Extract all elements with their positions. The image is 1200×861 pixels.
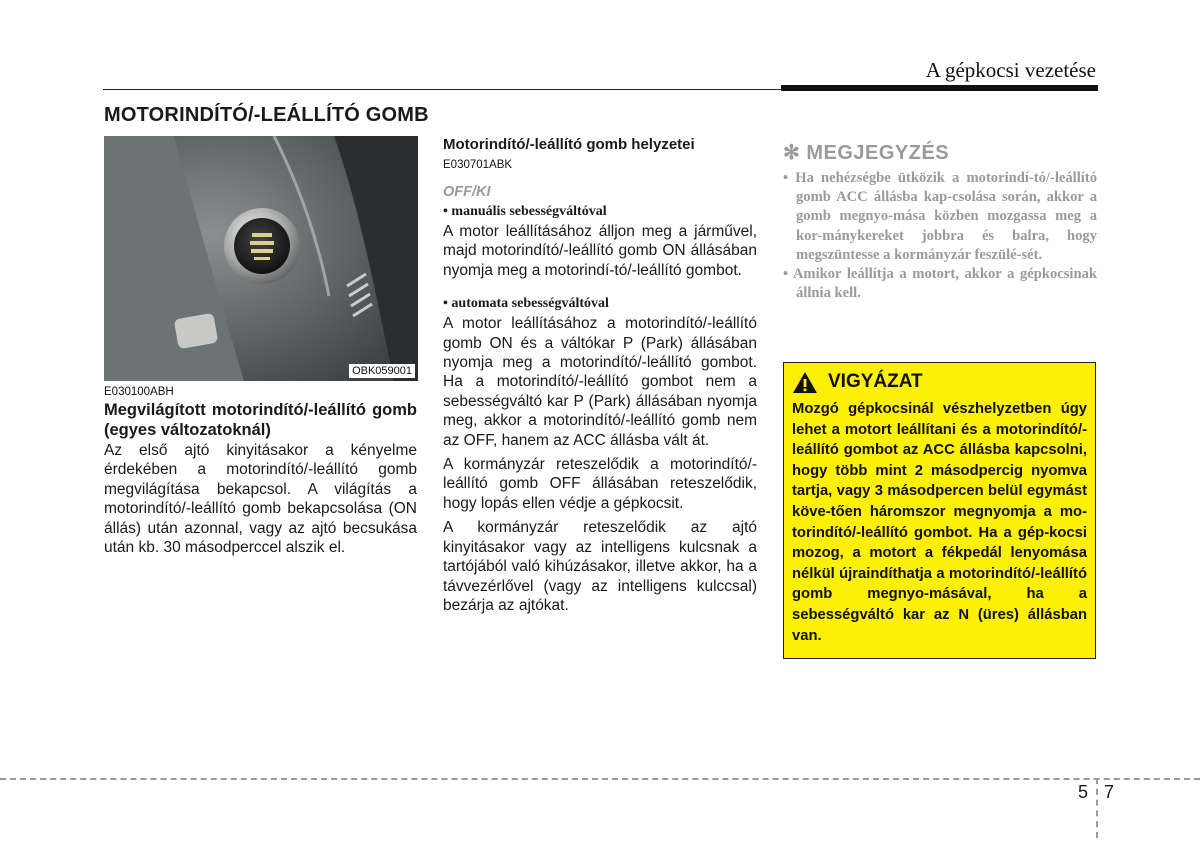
note-section [783, 140, 1097, 303]
illumination-text: Az első ajtó kinyitásakor a kényelme érdekében a motorindító/-leállító gomb megvilágítása bekapcsol. A világítás a motorindító/-leállító gomb bekapcsolása (ON állás) után azonnal, vagy az ajtó becsukása után kb. 30 másodperccel alszik el. [104, 442, 417, 557]
page-number: 7 [1104, 782, 1115, 802]
illumination-heading: Megvilágított motorindító/-leállító gomb (egyes változatoknál) [104, 401, 417, 439]
manual-text: A motor leállításához álljon meg a járművel, majd motorindító/-leállító gomb ON állásában nyomja meg a motorindí-tó/-leállító gombot. [443, 223, 757, 279]
auto-text: A motor leállításához a motorindító/-leállító gomb ON és a váltókar P (Park) állásában nyomja meg a motorindító/-leállító gombot. Ha a motorindító/-leállító gombot nem a sebességváltó kar P (Park) állásában nyomja meg, akkor a motorindító/-leállító gomb nem az OFF, hanem az ACC állásba vált át. [443, 315, 757, 449]
warning-header [792, 370, 1087, 394]
section-code: E030100ABH [104, 386, 174, 398]
positions-heading: Motorindító/-leállító gomb helyzetei [443, 136, 695, 153]
note-heading [783, 140, 1097, 165]
illumination-section [104, 386, 417, 557]
button-positions-section [443, 136, 757, 615]
start-button-photo [104, 136, 418, 381]
warning-title: VIGYÁZAT [828, 371, 923, 392]
manual-heading: • manuális sebességváltóval [443, 204, 607, 219]
chapter-number: 5 [1078, 782, 1089, 802]
header-bar [781, 85, 1098, 91]
note-item: • Amikor leállítja a motort, akkor a gépkocsinak állnia kell. [783, 266, 1097, 302]
photo-code: OBK059001 [349, 364, 415, 378]
footer-vertical-rule [1096, 778, 1098, 838]
auto-heading: • automata sebességváltóval [443, 296, 609, 312]
lock-text-1: A kormányzár reteszelődik a motorindító/-leállító gomb OFF állásában reteszelődik, hogy lopás ellen védje a gépkocsit. [443, 456, 757, 512]
lock-text-2: A kormányzár reteszelődik az ajtó kinyitásakor vagy az intelligens kulcsnak a tartójából való kihúzásakor, illetve akkor, ha a távvezérlővel (vagy az intelligens kulccsal) bezárja az ajtókat. [443, 519, 757, 614]
asterisk-icon: ✻ [783, 142, 801, 164]
photo-illustration [104, 136, 418, 381]
footer-dashed-rule [0, 778, 1200, 780]
warning-triangle-icon [792, 371, 818, 394]
state-label: OFF/KI [443, 184, 491, 200]
note-heading-label: MEGJEGYZÉS [806, 142, 950, 164]
spacer [443, 280, 757, 292]
running-header-title: A gépkocsi vezetése [925, 58, 1096, 82]
warning-text: Mozgó gépkocsinál vészhelyzetben úgy lehet a motort leállítani és a motorindító/-leállító gombot az ACC állásba kapcsolni, hogy több mint 2 másodpercig nyomva tartja, vagy 3 másodpercen belül egymást köve-tően háromszor megnyomja a mo-torindító/-leállító gombot. Ha a gép-kocsi mozog, a motort a fékpedál lenyomása nélkül újraindíthatja a motorindító/-leállító gomb megnyo-másával, ha a sebességváltó kar az N (üres) állásban van. [792, 401, 1087, 644]
positions-code: E030701ABK [443, 159, 513, 171]
section-title: MOTORINDÍTÓ/-LEÁLLÍTÓ GOMB [104, 104, 429, 126]
note-item: • Ha nehézségbe ütközik a motorindí-tó/-leállító gomb ACC állásba kap-csolása során, akkor a gomb megnyo-mása közben mozgassa meg a kor-mánykereket jobbra és balra, hogy megszüntesse a kormányzár feszülé-sét. [783, 170, 1097, 263]
warning-box [783, 362, 1096, 659]
